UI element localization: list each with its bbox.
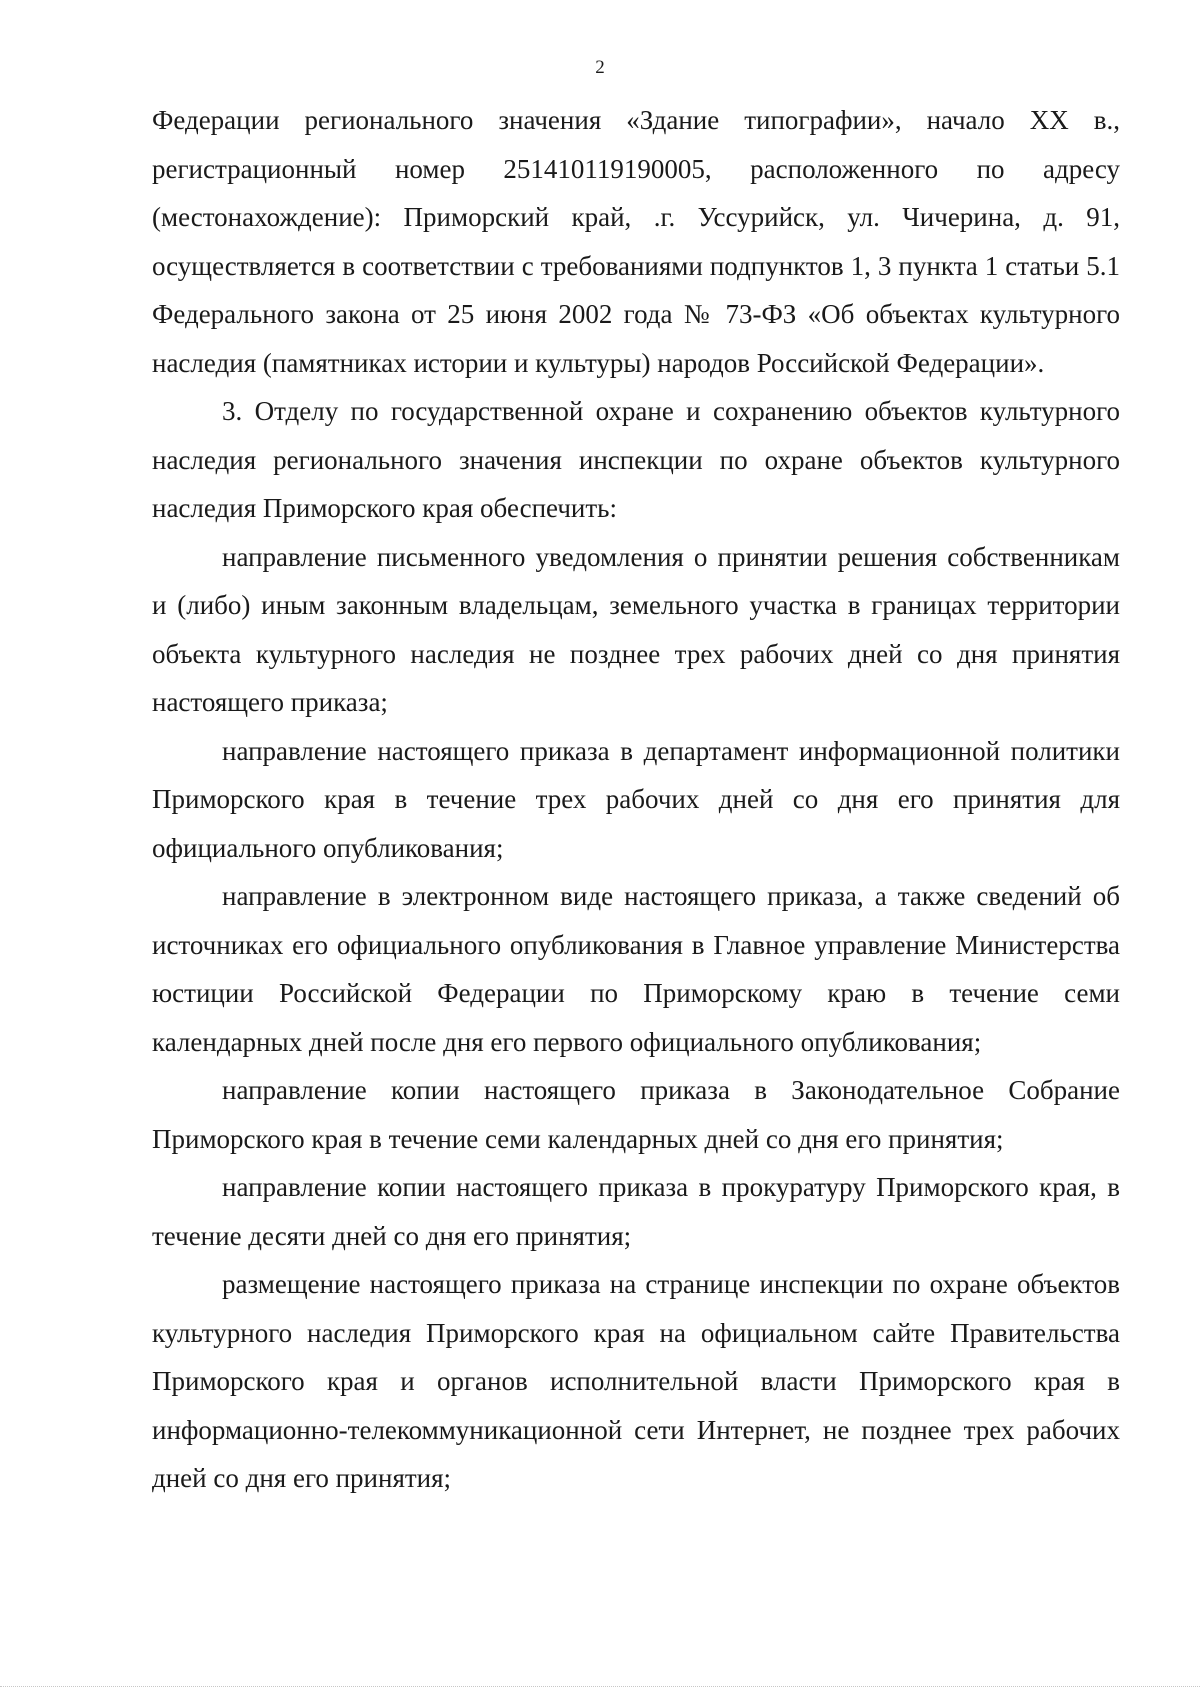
paragraph-object-registration: Федерации регионального значения «Здание типографии», начало XX в., регистрационный номер 251410119190005, расположенного по адресу (местонахождение): Приморский край, .г. Уссурийск, ул. Чичерина, д. 91, осуществляется в соответствии с требованиями подпунктов 1, 3 пункта 1 статьи 5.1 Федерального закона от 25 июня 2002 года № 73-ФЗ «Об объектах культурного наследия (памятниках истории и культуры) народов Российской Федерации». (152, 105, 1120, 378)
paragraph-ministry-justice: направление в электронном виде настоящего приказа, а также сведений об источниках его официального опубликования в Главное управление Министерства юстиции Российской Федерации по Приморскому краю в течение семи календарных дней после дня его первого официального опубликования; (152, 881, 1120, 1057)
paragraph-legislative-assembly: направление копии настоящего приказа в Законодательное Собрание Приморского края в течение семи календарных дней со дня его принятия; (152, 1075, 1120, 1154)
scan-edge-divider (0, 1686, 1200, 1688)
paragraph-website-publication: размещение настоящего приказа на странице инспекции по охране объектов культурного наследия Приморского края на официальном сайте Правительства Приморского края и органов исполнительной власти Приморского края в информационно-телекоммуникационной сети Интернет, не позднее трех рабочих дней со дня его принятия; (152, 1269, 1120, 1493)
paragraph-item-3: 3. Отделу по государственной охране и сохранению объектов культурного наследия регионального значения инспекции по охране объектов культурного наследия Приморского края обеспечить: (152, 396, 1120, 523)
document-body (152, 96, 1120, 1503)
paragraph-notice-owners: направление письменного уведомления о принятии решения собственникам и (либо) иным законным владельцам, земельного участка в границах территории объекта культурного наследия не позднее трех рабочих дней со дня принятия настоящего приказа; (152, 541, 1120, 717)
paragraph-information-policy: направление настоящего приказа в департамент информационной политики Приморского края в течение трех рабочих дней со дня его принятия для официального опубликования; (152, 735, 1120, 863)
page-number: 2 (595, 57, 605, 78)
paragraph-prosecutor: направление копии настоящего приказа в прокуратуру Приморского края, в течение десяти дней со дня его принятия; (152, 1172, 1120, 1251)
